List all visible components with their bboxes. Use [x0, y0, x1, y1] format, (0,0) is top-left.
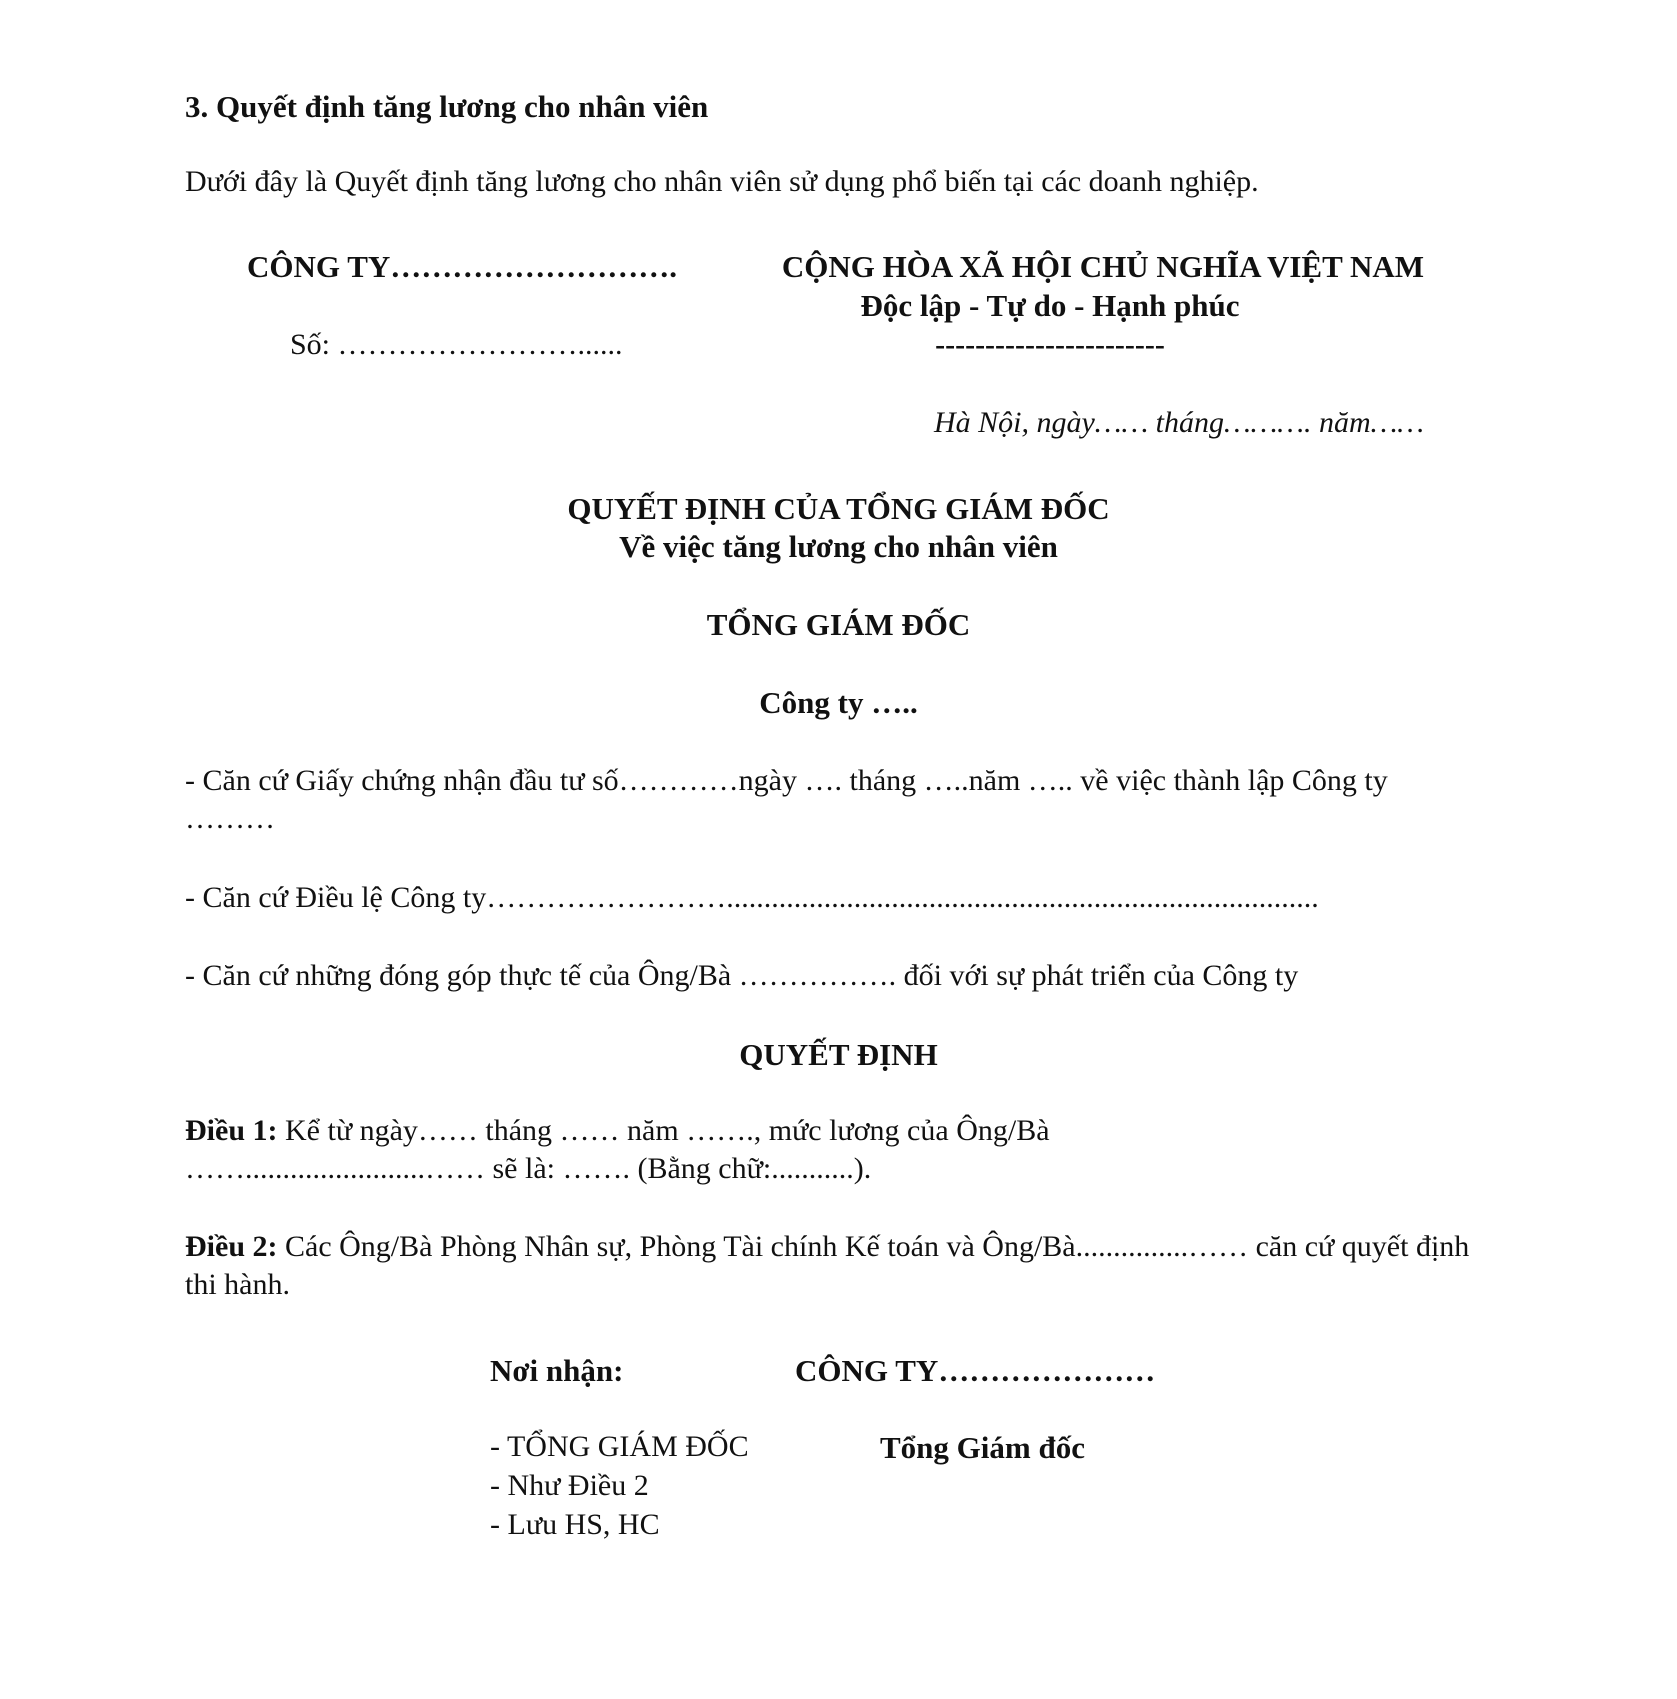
article-1-text: Kể từ ngày…… tháng …… năm ……., mức lương của Ông/Bà ……........................…… sẽ là: ……. (Bằng chữ:...........). [185, 1114, 1050, 1185]
basis-contribution: - Căn cứ những đóng góp thực tế của Ông/Bà ……………. đối với sự phát triển của Công ty [185, 959, 1299, 992]
header-separator: ----------------------- [935, 328, 1165, 361]
basis-charter: - Căn cứ Điều lệ Công ty……………………............................................................................... [185, 881, 1319, 914]
header-nation: CỘNG HÒA XÃ HỘI CHỦ NGHĨA VIỆT NAM [781, 249, 1424, 284]
header-number: Số: ……………………...... [290, 328, 623, 361]
recipient-item: - Như Điều 2 [490, 1469, 649, 1502]
sign-title: Tổng Giám đốc [880, 1430, 1085, 1465]
article-2-text: Các Ông/Bà Phòng Nhân sự, Phòng Tài chính Kế toán và Ông/Bà...............…… căn cứ quyết định thi hành. [185, 1230, 1470, 1301]
article-1 [185, 1112, 1165, 1188]
decision-heading: QUYẾT ĐỊNH [739, 1037, 938, 1072]
header-motto: Độc lập - Tự do - Hạnh phúc [860, 288, 1240, 323]
article-2 [185, 1228, 1485, 1304]
article-2-label: Điều 2: [185, 1230, 278, 1263]
basis-investment: - Căn cứ Giấy chứng nhận đầu tư số…………ngày …. tháng …..năm ….. về việc thành lập Công ty ……… [185, 764, 1388, 835]
decision-subtitle: Về việc tăng lương cho nhân viên [619, 529, 1058, 564]
article-1-label: Điều 1: [185, 1114, 278, 1147]
intro-paragraph: Dưới đây là Quyết định tăng lương cho nhân viên sử dụng phổ biến tại các doanh nghiệp. [185, 165, 1259, 198]
decision-title: QUYẾT ĐỊNH CỦA TỔNG GIÁM ĐỐC [567, 491, 1110, 526]
recipient-item: - TỔNG GIÁM ĐỐC [490, 1430, 749, 1463]
header-company: CÔNG TY………………………. [247, 249, 678, 284]
place-date: Hà Nội, ngày…… tháng………. năm…… [933, 406, 1424, 439]
sign-company: CÔNG TY………………… [795, 1353, 1156, 1388]
recipients-label: Nơi nhận: [490, 1353, 624, 1388]
section-heading: 3. Quyết định tăng lương cho nhân viên [185, 89, 709, 124]
authority-title: TỔNG GIÁM ĐỐC [706, 607, 971, 642]
authority-company: Công ty ….. [759, 685, 918, 720]
recipient-item: - Lưu HS, HC [490, 1508, 660, 1541]
